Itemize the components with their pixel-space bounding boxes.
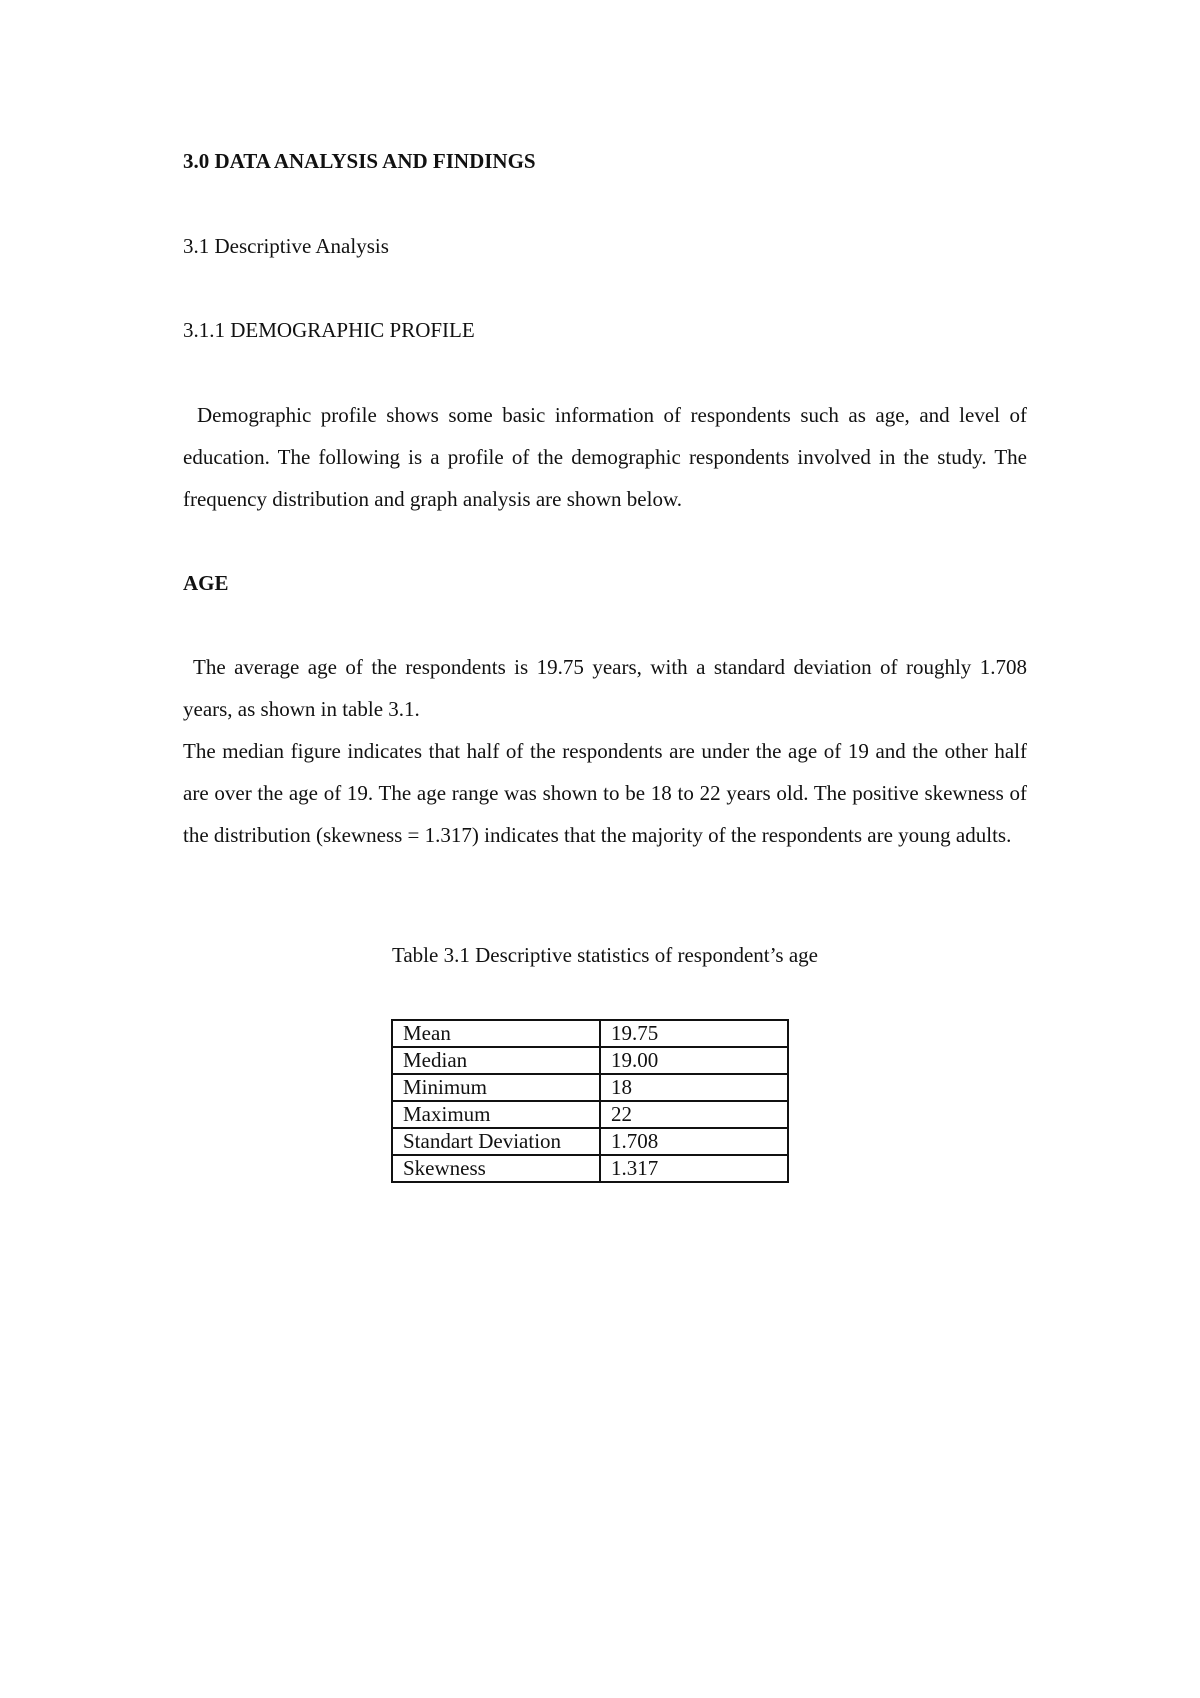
demographic-intro-paragraph xyxy=(183,394,1027,520)
stat-label: Mean xyxy=(392,1020,600,1047)
stat-label: Standart Deviation xyxy=(392,1128,600,1155)
table-row xyxy=(392,1128,788,1155)
section-heading: 3.1 Descriptive Analysis xyxy=(183,234,389,258)
demographic-intro-text: Demographic profile shows some basic information of respondents such as age, and level of education. The following is a profile of the demographic respondents involved in the study. The frequency distribution and graph analysis are shown below. xyxy=(183,403,1027,511)
stat-value: 1.708 xyxy=(600,1128,788,1155)
subsection-heading: 3.1.1 DEMOGRAPHIC PROFILE xyxy=(183,318,475,342)
table-row xyxy=(392,1047,788,1074)
stat-label: Minimum xyxy=(392,1074,600,1101)
stat-value: 19.75 xyxy=(600,1020,788,1047)
stat-value: 1.317 xyxy=(600,1155,788,1182)
age-statistics-table xyxy=(391,1019,789,1183)
age-heading: AGE xyxy=(183,571,229,595)
table-row xyxy=(392,1020,788,1047)
table-row xyxy=(392,1101,788,1128)
stat-value: 22 xyxy=(600,1101,788,1128)
stat-label: Maximum xyxy=(392,1101,600,1128)
stat-value: 19.00 xyxy=(600,1047,788,1074)
table-caption: Table 3.1 Descriptive statistics of respondent’s age xyxy=(392,943,818,967)
age-average-text: The average age of the respondents is 19.75 years, with a standard deviation of roughly 1.708 years, as shown in table 3.1. xyxy=(183,655,1027,721)
age-median-text: The median figure indicates that half of the respondents are under the age of 19 and the other half are over the age of 19. The age range was shown to be 18 to 22 years old. The positive skewness of the distribution (skewness = 1.317) indicates that the majority of the respondents are young adults. xyxy=(183,739,1027,847)
chapter-heading: 3.0 DATA ANALYSIS AND FINDINGS xyxy=(183,149,536,173)
stat-label: Skewness xyxy=(392,1155,600,1182)
stat-label: Median xyxy=(392,1047,600,1074)
age-paragraph xyxy=(183,646,1027,856)
stat-value: 18 xyxy=(600,1074,788,1101)
table-row xyxy=(392,1155,788,1182)
table-row xyxy=(392,1074,788,1101)
